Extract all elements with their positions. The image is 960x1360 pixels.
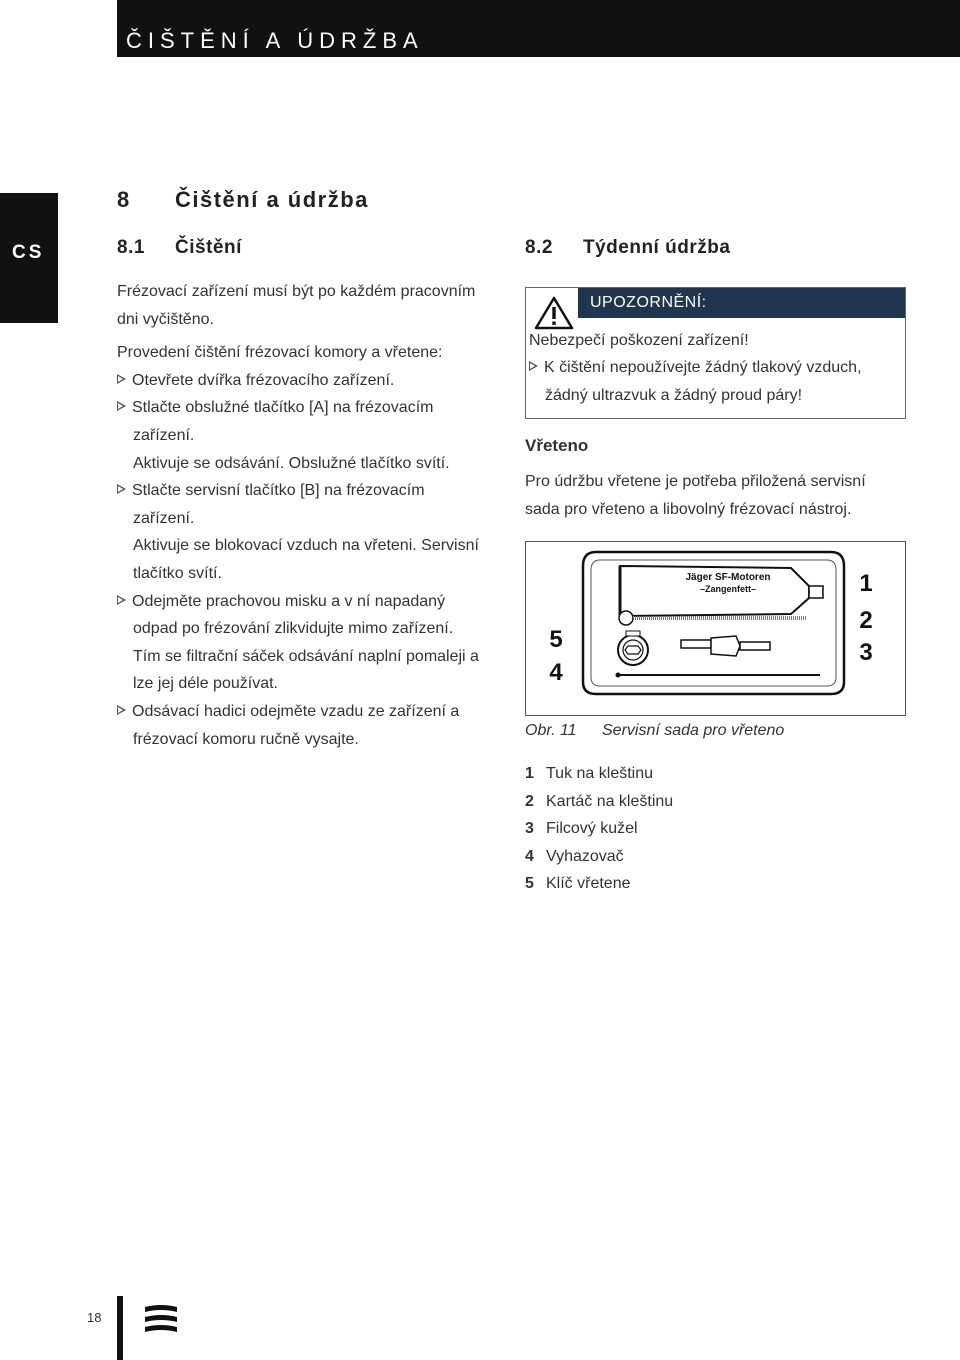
figure-label: Obr. 11 [525,722,577,739]
step-3: Stlačte servisní tlačítko [B] na frézovacím [117,477,507,505]
spindle-heading: Vřeteno [525,436,589,455]
legend-item: 2 Kartáč na kleštinu [525,792,674,810]
intro-line-2: dni vyčištěno. [117,310,214,328]
step-arrow-icon [529,361,538,371]
figure-caption [525,722,784,740]
warning-title: UPOZORNĚNÍ: [578,288,905,318]
spindle-text-1: Pro údržbu vřetene je potřeba přiložená servisní [525,473,866,490]
legend-item: 5 Klíč vřetene [525,875,631,892]
footer-bar [117,1296,123,1360]
step-4-note-cont: lze jej déle používat. [133,675,278,693]
tube-label-2: –Zangenfett– [699,584,757,594]
brand-logo-icon [143,1303,179,1339]
legend-item: 1 Tuk na kleštinu [525,765,654,782]
step-5: Odsávací hadici odejměte vzadu ze zařízení a [117,698,507,726]
procedure-title: Provedení čištění frézovací komory a vřetene: [117,344,443,362]
service-kit-illustration [526,542,904,714]
tube-label-1: Jäger SF-Motoren [685,572,771,583]
step-4-cont: odpad po frézování zlikvidujte mimo zařízení. [133,620,454,638]
figure-caption-text: Servisní sada pro vřeteno [602,722,785,739]
step-arrow-icon [117,401,126,411]
warning-box [525,287,906,419]
spindle-text-2: sada pro vřeteno a libovolný frézovací nástroj. [525,501,852,518]
section-number: 8.1 [117,237,145,258]
section-8-1-heading [117,237,242,259]
warning-line-3: žádný ultrazvuk a žádný proud páry! [545,387,803,404]
language-tab [0,193,58,323]
section-8-heading [117,187,369,213]
section-title: Čištění a údržba [175,187,369,212]
step-4: Odejměte prachovou misku a v ní napadaný [117,588,507,616]
step-2-result: Aktivuje se odsávání. Obslužné tlačítko svítí. [133,454,450,472]
callout-3: 3 [859,639,873,666]
language-code: CS [12,242,45,263]
step-4-note: Tím se filtrační sáček odsávání naplní pomaleji a [133,647,479,665]
left-column [117,278,507,753]
step-5-cont: frézovací komoru ručně vysajte. [133,730,359,748]
step-arrow-icon [117,374,126,384]
step-3-result-cont: tlačítko svítí. [133,564,222,582]
step-2-cont: zařízení. [133,426,195,444]
figure-legend [525,760,673,898]
step-3-result: Aktivuje se blokovací vzduch na vřeteni. Servisní [133,537,479,555]
section-number: 8.2 [525,237,553,258]
intro-line-1: Frézovací zařízení musí být po každém pracovním [117,283,476,300]
callout-1: 1 [859,570,873,597]
page-number: 18 [87,1310,102,1325]
header-title: ČIŠTĚNÍ A ÚDRŽBA [126,28,424,53]
legend-item: 3 Filcový kužel [525,820,638,837]
section-title: Týdenní údržba [583,237,731,258]
step-3-cont: zařízení. [133,509,195,527]
page-header [117,0,960,57]
warning-line-2: K čištění nepoužívejte žádný tlakový vzduch, [529,359,862,377]
warning-line-1: Nebezpečí poškození zařízení! [529,332,749,349]
warning-triangle-icon [534,296,574,330]
step-arrow-icon [117,705,126,715]
section-8-2-heading [525,237,730,259]
legend-item: 4 Vyhazovač [525,847,624,865]
step-2: Stlačte obslužné tlačítko [A] na frézovacím [117,394,507,422]
section-title: Čištění [175,237,242,258]
step-arrow-icon [117,595,126,605]
step-1: Otevřete dvířka frézovacího zařízení. [117,367,507,395]
callout-2: 2 [859,607,873,634]
section-number: 8 [117,187,131,212]
service-kit-figure [525,541,906,716]
callout-4: 4 [549,659,563,686]
step-arrow-icon [117,484,126,494]
callout-5: 5 [549,626,563,653]
